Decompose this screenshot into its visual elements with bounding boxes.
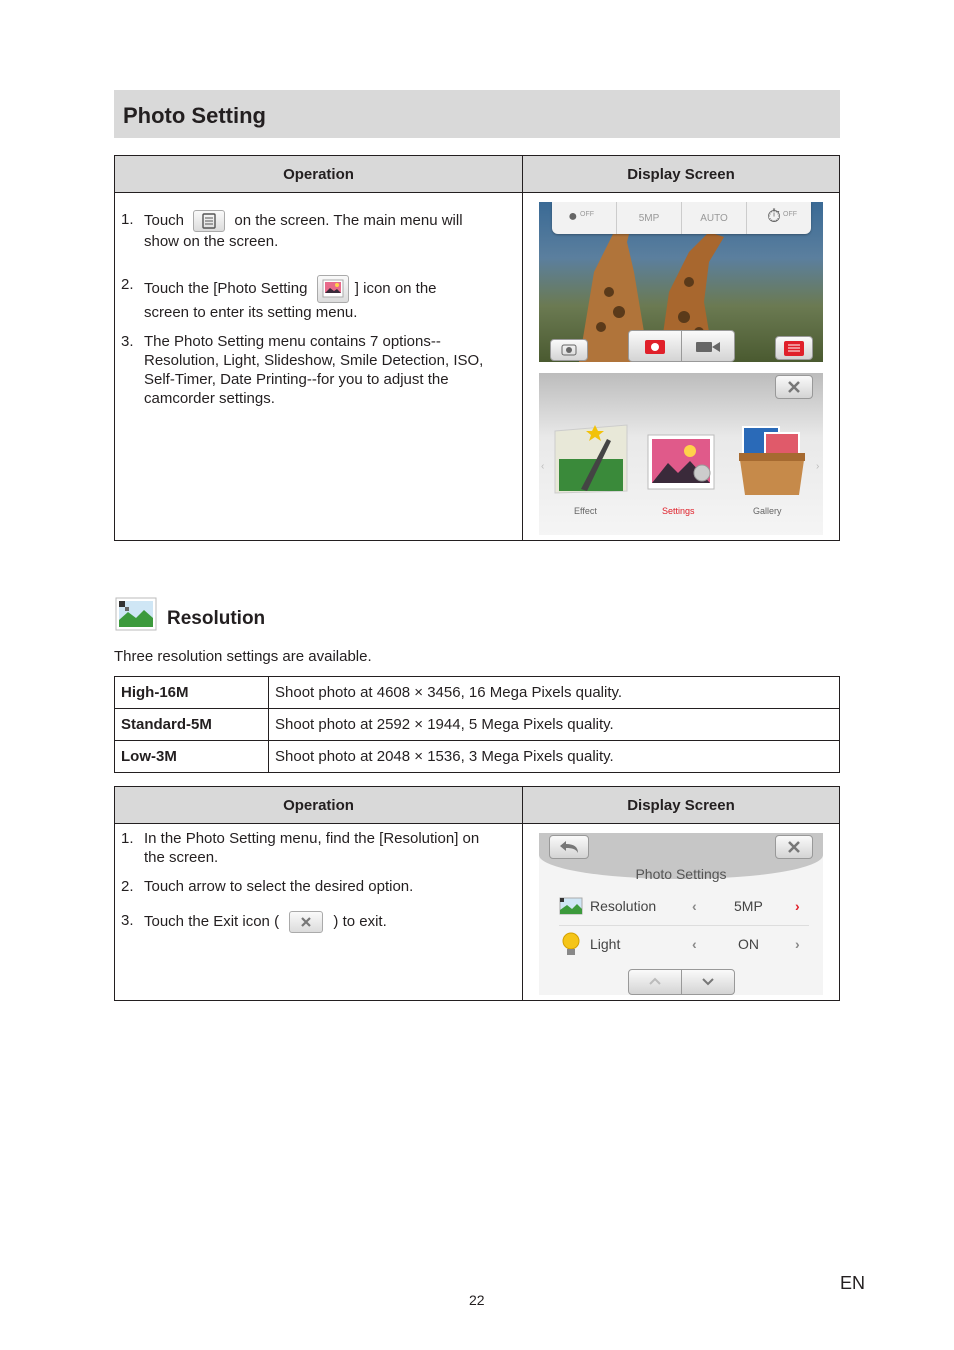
step-3: 3. The Photo Setting menu contains 7 options--Resolution, Light, Slideshow, Smile Detection, ISO, Self-Timer, Date Printing--for you to adjust the camcorder settings. bbox=[121, 333, 484, 407]
flash-setting[interactable]: ● OFF bbox=[552, 202, 617, 234]
photo-settings-screen bbox=[539, 833, 823, 995]
resolution-table bbox=[114, 676, 840, 773]
playback-button[interactable] bbox=[550, 339, 588, 361]
menu-icon bbox=[193, 210, 225, 232]
header-operation: Operation bbox=[115, 156, 523, 193]
scroll-down-button[interactable] bbox=[681, 969, 735, 995]
menu-item-effect[interactable]: Effect bbox=[574, 506, 597, 516]
table-row: Low-3M Shoot photo at 2048 × 1536, 3 Mega Pixels quality. bbox=[115, 741, 840, 773]
header-display-screen: Display Screen bbox=[523, 156, 840, 193]
step-1: 1. In the Photo Setting menu, find the [Resolution] on the screen. bbox=[121, 830, 480, 866]
white-balance-setting[interactable]: AUTO bbox=[682, 202, 747, 234]
step-list bbox=[115, 210, 485, 408]
effect-icon[interactable] bbox=[551, 419, 629, 499]
resolution-icon bbox=[114, 596, 158, 632]
step-2: 2. Touch arrow to select the desired option. bbox=[121, 878, 414, 895]
screen-title: Photo Settings bbox=[635, 866, 727, 882]
resolution-setting[interactable]: 5MP bbox=[617, 202, 682, 234]
settings-icon[interactable] bbox=[644, 433, 718, 493]
video-mode-button[interactable] bbox=[681, 330, 735, 362]
back-button[interactable] bbox=[549, 835, 589, 859]
camera-top-bar bbox=[552, 202, 811, 234]
gallery-icon[interactable] bbox=[735, 425, 809, 497]
setting-label: Light bbox=[590, 936, 621, 952]
display-screen-cell bbox=[523, 824, 840, 1001]
resolution-heading: Resolution bbox=[167, 608, 266, 629]
scroll-right-icon[interactable]: › bbox=[816, 461, 820, 472]
close-button[interactable] bbox=[775, 375, 813, 399]
table-row: Standard-5M Shoot photo at 2592 × 1944, 5 Mega Pixels quality. bbox=[115, 709, 840, 741]
setting-value: ON bbox=[738, 936, 759, 952]
main-menu-screen bbox=[539, 373, 823, 535]
main-menu-button[interactable] bbox=[775, 336, 813, 360]
self-timer-setting[interactable]: ⏱ OFF bbox=[767, 206, 797, 226]
step-list bbox=[115, 829, 495, 933]
display-screen-cell bbox=[523, 193, 840, 541]
menu-item-gallery[interactable]: Gallery bbox=[753, 506, 782, 516]
operation-cell bbox=[115, 824, 523, 1001]
exit-icon bbox=[289, 911, 323, 933]
language-label: EN bbox=[840, 1273, 866, 1293]
setting-label: Resolution bbox=[590, 898, 657, 914]
step-2: 2. Touch the [Photo Setting ] icon on the screen to enter its setting menu. bbox=[121, 276, 437, 321]
arrow-right-icon[interactable]: › bbox=[795, 936, 800, 952]
scroll-up-button[interactable] bbox=[628, 969, 682, 995]
arrow-left-icon[interactable]: ‹ bbox=[692, 898, 697, 914]
setting-value: 5MP bbox=[734, 898, 763, 914]
camera-preview-screen bbox=[539, 202, 823, 362]
header-display-screen: Display Screen bbox=[523, 787, 840, 824]
header-operation: Operation bbox=[115, 787, 523, 824]
operation-table-1 bbox=[114, 155, 840, 541]
page-number: 22 bbox=[469, 1292, 485, 1308]
menu-item-settings[interactable]: Settings bbox=[662, 506, 695, 516]
arrow-right-icon[interactable]: › bbox=[795, 898, 800, 914]
resolution-icon bbox=[559, 897, 583, 915]
scroll-left-icon[interactable]: ‹ bbox=[541, 461, 545, 472]
arrow-left-icon[interactable]: ‹ bbox=[692, 936, 697, 952]
photo-setting-icon bbox=[317, 275, 349, 303]
setting-row-light[interactable] bbox=[559, 927, 809, 963]
section-title-bar bbox=[114, 90, 840, 138]
page-title: Photo Setting bbox=[123, 103, 266, 128]
step-3: 3. Touch the Exit icon ( ) to exit. bbox=[115, 911, 495, 933]
operation-cell bbox=[115, 193, 523, 541]
table-row: High-16M Shoot photo at 4608 × 3456, 16 Mega Pixels quality. bbox=[115, 677, 840, 709]
light-bulb-icon bbox=[561, 931, 581, 959]
setting-row-resolution[interactable] bbox=[559, 889, 809, 926]
operation-table-2 bbox=[114, 786, 840, 1001]
resolution-intro: Three resolution settings are available. bbox=[114, 648, 372, 665]
close-button[interactable] bbox=[775, 835, 813, 859]
photo-mode-button[interactable] bbox=[628, 330, 682, 362]
step-1: 1. Touch on the screen. The main menu will show on the screen. bbox=[121, 211, 463, 250]
